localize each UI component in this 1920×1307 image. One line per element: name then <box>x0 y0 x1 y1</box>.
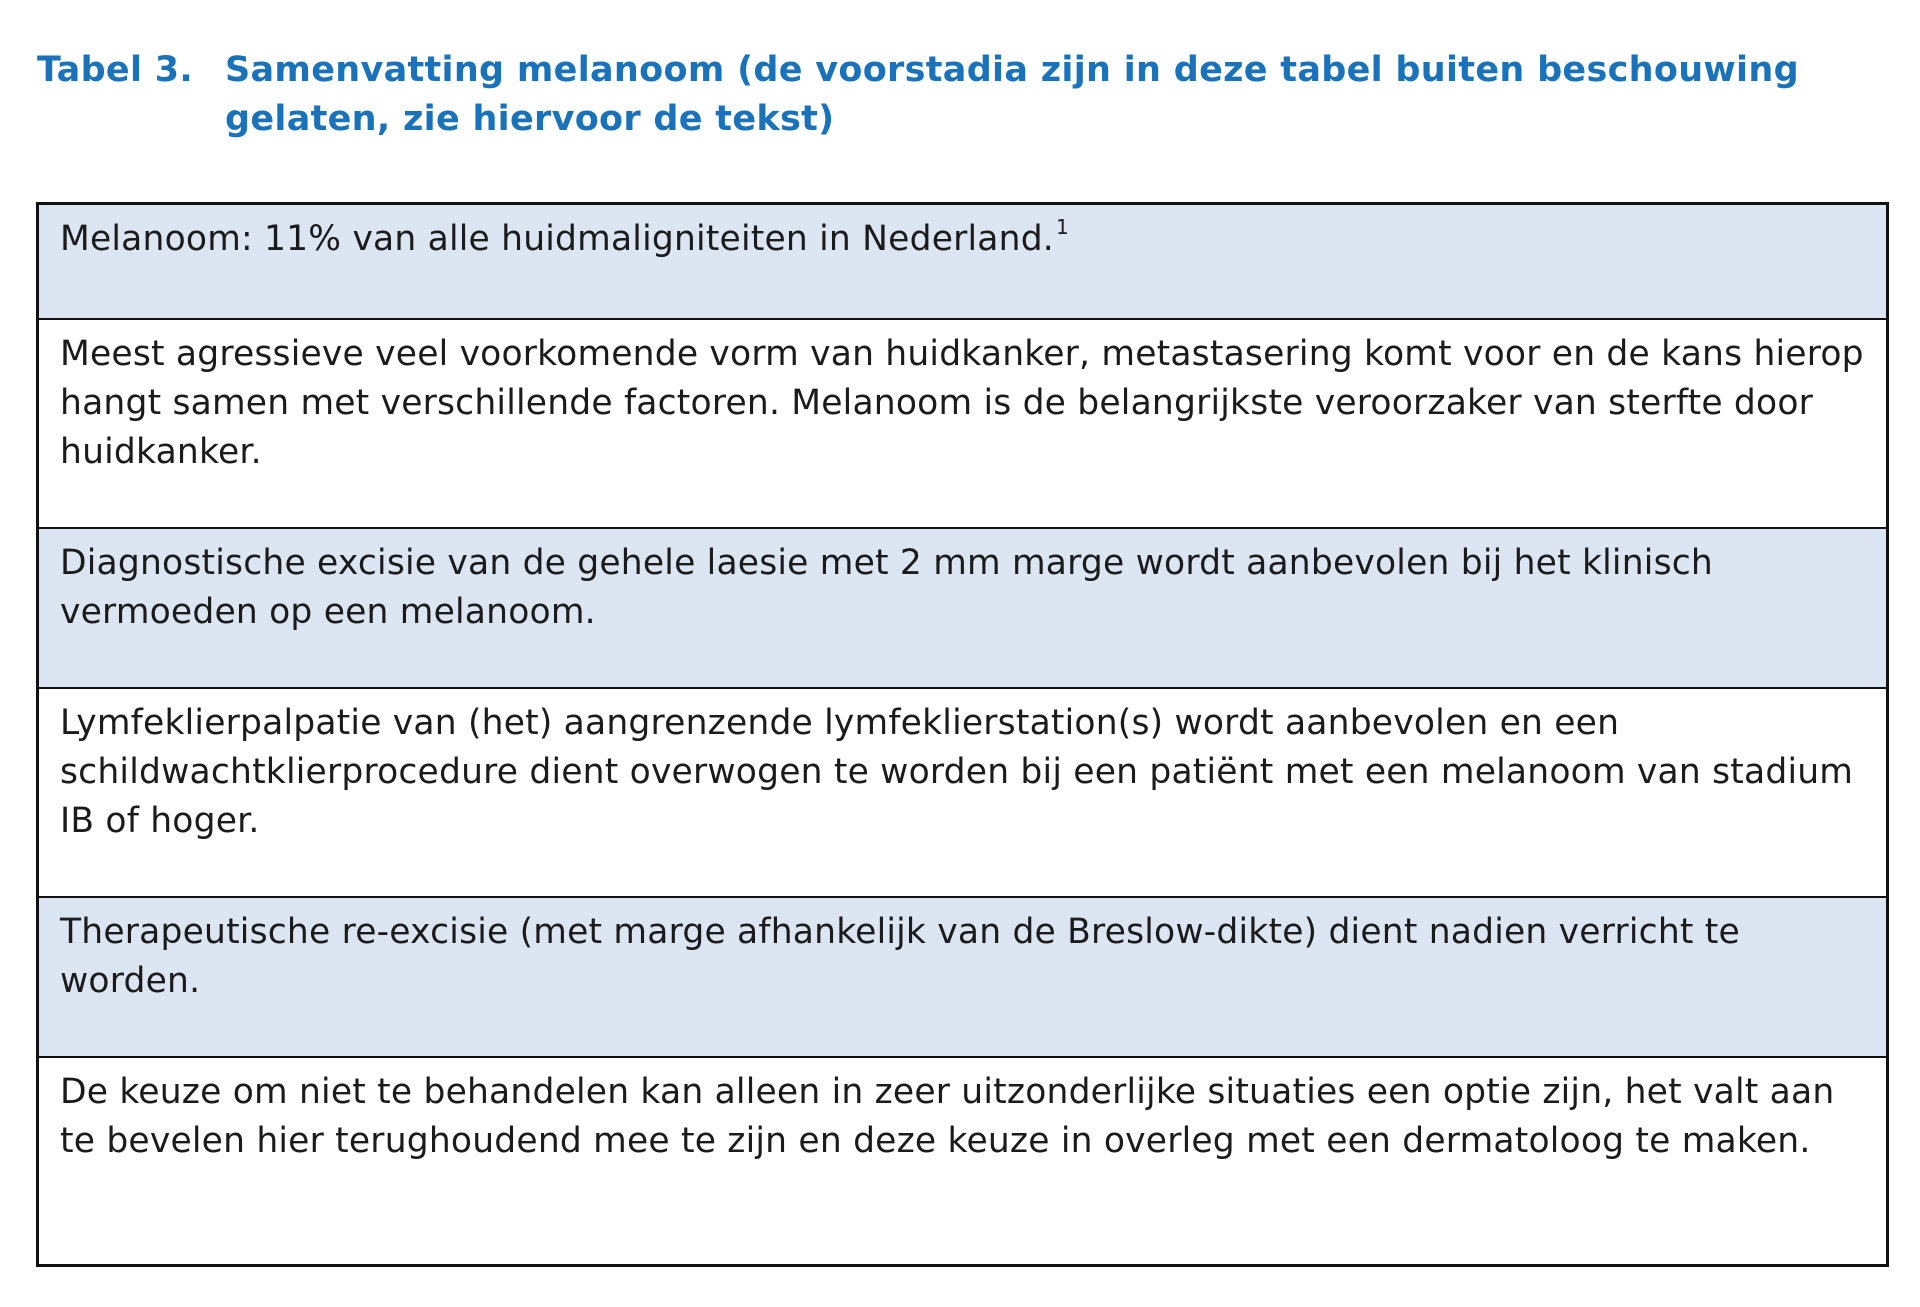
table-row <box>39 896 1886 1056</box>
row-text: Therapeutische re-excisie (met marge afhankelijk van de Breslow-dikte) dient nadien verricht te worden. <box>60 912 1740 1001</box>
row-text: Meest agressieve veel voorkomende vorm van huidkanker, metastasering komt voor en de kans hierop hangt samen met verschillende factoren. Melanoom is de belangrijkste veroorzaker van sterfte door huidkanker. <box>60 334 1864 472</box>
table-title: Samenvatting melanoom (de voorstadia zijn in deze tabel buiten beschouwing gelaten, zie hiervoor de tekst) <box>225 50 1799 139</box>
table-row <box>39 318 1886 527</box>
table-row <box>39 527 1886 687</box>
table-row <box>39 1056 1886 1264</box>
table-number-label: Tabel 3. <box>37 50 194 90</box>
summary-table <box>36 202 1889 1267</box>
footnote-marker: 1 <box>1055 214 1069 239</box>
table-row <box>39 205 1886 318</box>
table-row <box>39 687 1886 896</box>
row-text: Melanoom: 11% van alle huidmaligniteiten in Nederland. <box>60 219 1054 259</box>
row-text: Lymfeklierpalpatie van (het) aangrenzende lymfeklierstation(s) wordt aanbevolen en een schildwachtklierprocedure dient overwogen te worden bij een patiënt met een melanoom van stadium IB of hoger. <box>60 703 1854 841</box>
row-text: Diagnostische excisie van de gehele laesie met 2 mm marge wordt aanbevolen bij het klinisch vermoeden op een melanoom. <box>60 543 1713 632</box>
row-text: De keuze om niet te behandelen kan alleen in zeer uitzonderlijke situaties een optie zijn, het valt aan te bevelen hier terughoudend mee te zijn en deze keuze in overleg met een dermatoloog te maken. <box>60 1072 1835 1161</box>
